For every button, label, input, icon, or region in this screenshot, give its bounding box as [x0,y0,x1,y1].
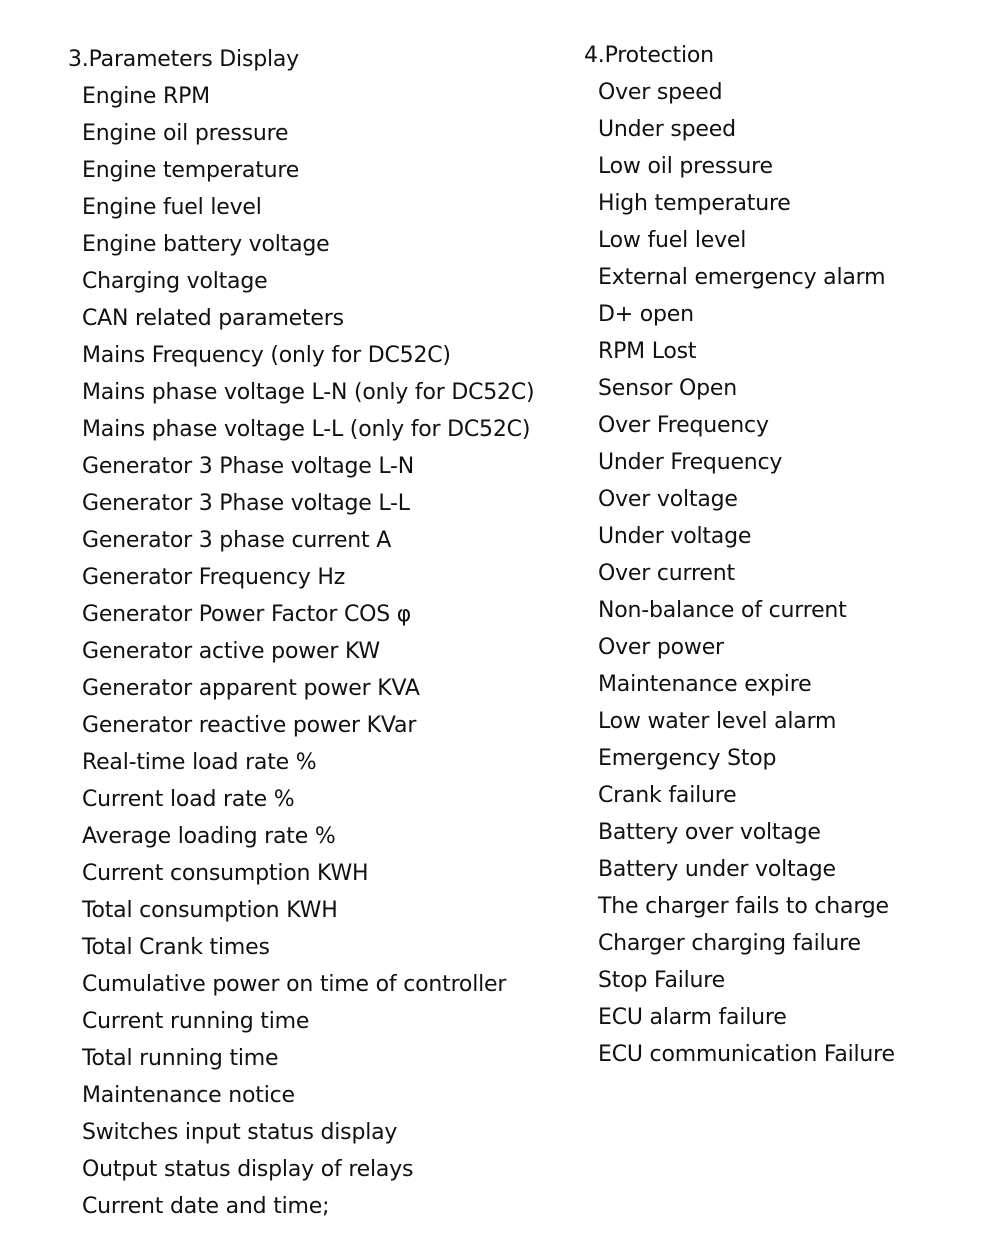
list-item: Maintenance expire [598,672,812,697]
list-item: Generator Frequency Hz [82,565,346,590]
list-item: Generator Power Factor COS φ [82,602,412,627]
list-item: Mains phase voltage L-N (only for DC52C) [82,380,535,405]
parameters-display-list [68,78,578,1225]
list-item: CAN related parameters [82,306,344,331]
list-item: Current date and time; [82,1194,330,1219]
list-item: Low oil pressure [598,154,773,179]
list-item: Total consumption KWH [82,898,338,923]
list-item: D+ open [598,302,694,327]
list-item: Under voltage [598,524,752,549]
list-item: Mains phase voltage L-L (only for DC52C) [82,417,531,442]
list-item: Generator 3 Phase voltage L-L [82,491,410,516]
list-item: Maintenance notice [82,1083,295,1108]
list-item: Battery over voltage [598,820,821,845]
list-item: External emergency alarm [598,265,886,290]
list-item: High temperature [598,191,791,216]
list-item: Current consumption KWH [82,861,369,886]
list-item: Non-balance of current [598,598,847,623]
list-item: Charger charging failure [598,931,861,956]
list-item: Under Frequency [598,450,783,475]
list-item: Generator 3 Phase voltage L-N [82,454,415,479]
list-item: Average loading rate % [82,824,336,849]
list-item: Low water level alarm [598,709,837,734]
list-item: Over Frequency [598,413,769,438]
list-item: Current running time [82,1009,310,1034]
list-item: Cumulative power on time of controller [82,972,507,997]
list-item: The charger fails to charge [598,894,889,919]
list-item: Generator apparent power KVA [82,676,420,701]
list-item: Over speed [598,80,723,105]
list-item: Engine oil pressure [82,121,289,146]
list-item: Mains Frequency (only for DC52C) [82,343,451,368]
list-item: Generator 3 phase current A [82,528,392,553]
list-item: Engine RPM [82,84,210,109]
list-item: Under speed [598,117,736,142]
list-item: Charging voltage [82,269,268,294]
parameters-display-section [68,41,578,1225]
list-item: Over voltage [598,487,738,512]
list-item: Emergency Stop [598,746,777,771]
parameters-display-heading: 3.Parameters Display [68,47,299,72]
list-item: RPM Lost [598,339,697,364]
protection-list [584,74,994,1073]
list-item: Battery under voltage [598,857,836,882]
list-item: Low fuel level [598,228,747,253]
list-item: Total running time [82,1046,279,1071]
list-item: ECU communication Failure [598,1042,895,1067]
list-item: Over power [598,635,724,660]
list-item: Output status display of relays [82,1157,414,1182]
list-item: Engine battery voltage [82,232,330,257]
list-item: Engine fuel level [82,195,262,220]
protection-section [584,37,994,1073]
list-item: ECU alarm failure [598,1005,787,1030]
list-item: Current load rate % [82,787,295,812]
list-item: Crank failure [598,783,737,808]
list-item: Over current [598,561,735,586]
list-item: Stop Failure [598,968,725,993]
list-item: Engine temperature [82,158,300,183]
list-item: Switches input status display [82,1120,398,1145]
list-item: Sensor Open [598,376,737,401]
protection-heading: 4.Protection [584,43,714,68]
list-item: Total Crank times [82,935,270,960]
list-item: Generator reactive power KVar [82,713,417,738]
list-item: Real-time load rate % [82,750,317,775]
list-item: Generator active power KW [82,639,380,664]
